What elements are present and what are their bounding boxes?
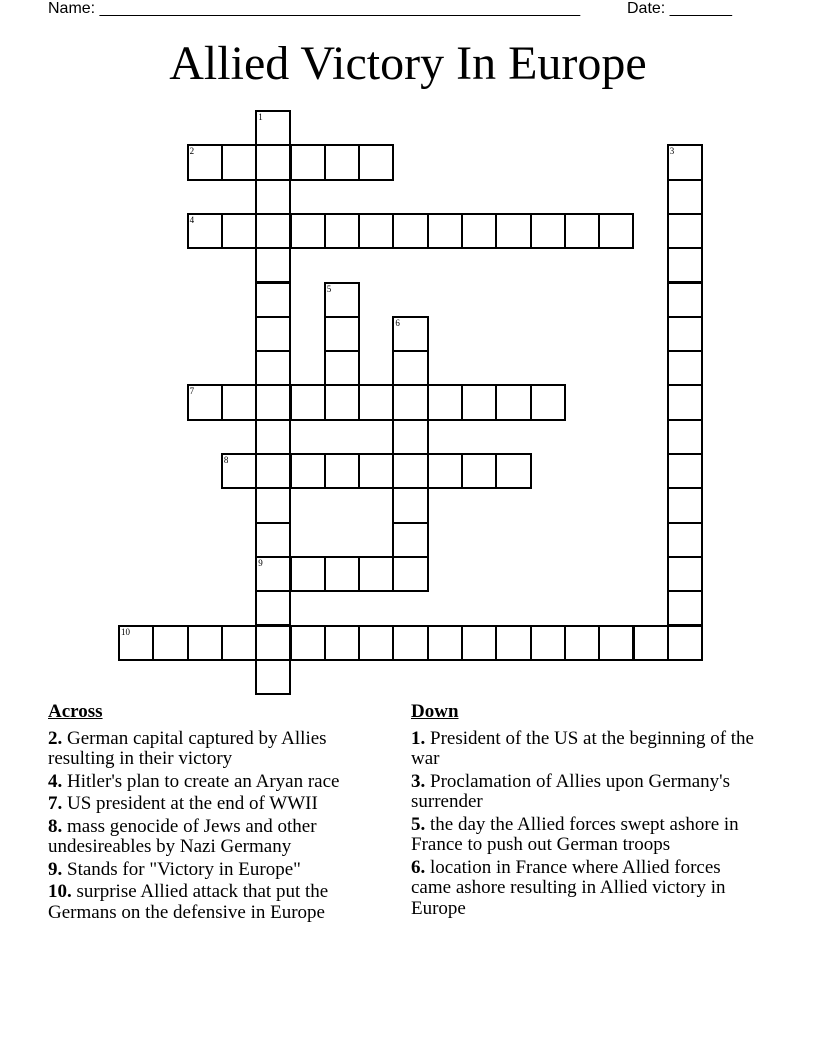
cell-number: 2 [189, 146, 195, 157]
crossword-cell[interactable] [667, 179, 703, 215]
crossword-cell[interactable] [667, 453, 703, 489]
down-heading: Down [411, 701, 459, 722]
crossword-cell[interactable] [255, 453, 291, 489]
crossword-cell[interactable] [461, 453, 497, 489]
across-clue [48, 772, 388, 793]
cell-number: 7 [189, 386, 195, 397]
crossword-cell[interactable] [290, 625, 326, 661]
crossword-cell[interactable] [255, 179, 291, 215]
crossword-cell[interactable] [392, 487, 428, 523]
clue-number: 8. [48, 815, 63, 837]
clue-text: surprise Allied attack that put the Germans on the defensive in Europe [48, 881, 329, 923]
crossword-cell[interactable] [667, 316, 703, 352]
cell-number: 9 [258, 557, 263, 568]
crossword-cell[interactable] [290, 144, 326, 180]
crossword-cell[interactable] [667, 487, 703, 523]
crossword-cell[interactable] [358, 453, 394, 489]
crossword-cell[interactable] [392, 419, 428, 455]
crossword-cell[interactable] [667, 213, 703, 249]
crossword-cell[interactable] [255, 282, 291, 318]
cell-number: 4 [189, 214, 195, 225]
crossword-cell[interactable] [495, 625, 531, 661]
crossword-cell[interactable] [324, 213, 360, 249]
crossword-cell[interactable] [358, 556, 394, 592]
crossword-cell[interactable] [187, 213, 223, 249]
crossword-cell[interactable] [461, 213, 497, 249]
crossword-cell[interactable] [392, 316, 428, 352]
crossword-cell[interactable] [255, 419, 291, 455]
crossword-cell[interactable] [290, 453, 326, 489]
clue-text: Stands for "Victory in Europe" [67, 858, 301, 880]
crossword-cell[interactable] [255, 659, 291, 695]
crossword-cell[interactable] [255, 487, 291, 523]
across-clue [48, 817, 388, 858]
crossword-cell[interactable] [427, 453, 463, 489]
crossword-cell[interactable] [221, 625, 257, 661]
crossword-cell[interactable] [667, 522, 703, 558]
cell-number: 1 [258, 112, 263, 122]
crossword-cell[interactable] [221, 213, 257, 249]
crossword-cell[interactable] [392, 625, 428, 661]
crossword-cell[interactable] [358, 625, 394, 661]
crossword-cell[interactable] [667, 419, 703, 455]
crossword-cell[interactable] [667, 384, 703, 420]
crossword-cell[interactable] [324, 556, 360, 592]
cell-number: 8 [223, 455, 229, 465]
crossword-cell[interactable] [324, 316, 360, 352]
clue-number: 2. [48, 727, 63, 749]
crossword-cell[interactable] [392, 350, 428, 386]
crossword-cell[interactable] [495, 453, 531, 489]
crossword-cell[interactable] [187, 384, 223, 420]
clue-number: 9. [48, 858, 63, 880]
crossword-cell[interactable] [255, 556, 291, 592]
crossword-cell[interactable] [667, 282, 703, 318]
crossword-cell[interactable] [392, 453, 428, 489]
crossword-cell[interactable] [255, 350, 291, 386]
crossword-cell[interactable] [392, 384, 428, 420]
crossword-cell[interactable] [495, 213, 531, 249]
crossword-cell[interactable] [530, 384, 566, 420]
clue-text: the day the Allied forces swept ashore in France to push out German troops [411, 813, 739, 855]
crossword-cell[interactable] [290, 556, 326, 592]
clue-text: President of the US at the beginning of the war [411, 727, 754, 769]
crossword-cell[interactable] [598, 625, 634, 661]
crossword-cell[interactable] [598, 213, 634, 249]
clue-text: mass genocide of Jews and other undesireables by Nazi Germany [48, 815, 317, 857]
across-clue [48, 882, 388, 923]
cell-number: 5 [326, 283, 332, 294]
crossword-cell[interactable] [667, 590, 703, 626]
down-clue [411, 815, 756, 856]
clue-number: 6. [411, 856, 426, 878]
crossword-cell[interactable] [324, 350, 360, 386]
clue-text: Proclamation of Allies upon Germany's surrender [411, 770, 730, 812]
crossword-cell[interactable] [461, 625, 497, 661]
crossword-cell[interactable] [255, 384, 291, 420]
crossword-cell[interactable] [427, 625, 463, 661]
cell-number: 3 [669, 146, 675, 157]
crossword-cell[interactable] [461, 384, 497, 420]
across-clue [48, 729, 388, 770]
crossword-cell[interactable] [358, 213, 394, 249]
crossword-cell[interactable] [152, 625, 188, 661]
cell-number: 6 [395, 317, 400, 328]
across-clues [48, 702, 388, 925]
clue-text: German capital captured by Allies resulting in their victory [48, 727, 327, 769]
crossword-cell[interactable] [324, 453, 360, 489]
crossword-cell[interactable] [427, 213, 463, 249]
clue-number: 5. [411, 813, 426, 835]
cell-number: 10 [121, 626, 130, 637]
crossword-cell[interactable] [255, 144, 291, 180]
crossword-cell[interactable] [633, 625, 669, 661]
clue-number: 4. [48, 770, 63, 792]
crossword-cell[interactable] [392, 556, 428, 592]
crossword-cell[interactable] [255, 316, 291, 352]
crossword-cell[interactable] [324, 144, 360, 180]
crossword-cell[interactable] [187, 144, 223, 180]
crossword-cell[interactable] [255, 213, 291, 249]
crossword-cell[interactable] [221, 144, 257, 180]
date-field[interactable]: Date: _______ [627, 0, 732, 17]
clue-number: 3. [411, 770, 426, 792]
crossword-cell[interactable] [667, 350, 703, 386]
clue-number: 1. [411, 727, 426, 749]
crossword-cell[interactable] [358, 384, 394, 420]
crossword-cell[interactable] [187, 625, 223, 661]
clue-text: US president at the end of WWII [67, 793, 318, 814]
crossword-cell[interactable] [255, 625, 291, 661]
crossword-cell[interactable] [255, 522, 291, 558]
crossword-cell[interactable] [290, 384, 326, 420]
crossword-cell[interactable] [324, 384, 360, 420]
crossword-cell[interactable] [530, 625, 566, 661]
clue-text: location in France where Allied forces came ashore resulting in Allied victory in Europe [411, 856, 726, 919]
crossword-cell[interactable] [667, 625, 703, 661]
crossword-cell[interactable] [221, 453, 257, 489]
clue-number: 10. [48, 881, 72, 902]
page-title: Allied Victory In Europe [169, 37, 647, 90]
crossword-cell[interactable] [290, 213, 326, 249]
crossword-cell[interactable] [564, 625, 600, 661]
crossword-cell[interactable] [667, 247, 703, 283]
crossword-cell[interactable] [392, 522, 428, 558]
clue-number: 7. [48, 793, 63, 814]
down-clue [411, 729, 756, 770]
crossword-cell[interactable] [667, 556, 703, 592]
down-clue [411, 858, 756, 920]
down-clue [411, 772, 756, 813]
crossword-cell[interactable] [118, 625, 154, 661]
crossword-cell[interactable] [255, 110, 291, 146]
across-clue [48, 860, 388, 881]
down-clues [411, 702, 756, 921]
crossword-cell[interactable] [358, 144, 394, 180]
crossword-cell[interactable] [221, 384, 257, 420]
crossword-cell[interactable] [495, 384, 531, 420]
crossword-cell[interactable] [255, 590, 291, 626]
across-heading: Across [48, 701, 103, 722]
crossword-cell[interactable] [324, 625, 360, 661]
across-clue [48, 794, 388, 815]
crossword-cell[interactable] [427, 384, 463, 420]
crossword-cell[interactable] [392, 213, 428, 249]
name-field[interactable]: Name: ______________________________________________________ [48, 0, 581, 17]
crossword-cell[interactable] [255, 247, 291, 283]
crossword-cell[interactable] [564, 213, 600, 249]
crossword-cell[interactable] [324, 282, 360, 318]
crossword-cell[interactable] [530, 213, 566, 249]
clue-text: Hitler's plan to create an Aryan race [67, 770, 340, 792]
crossword-cell[interactable] [667, 144, 703, 180]
